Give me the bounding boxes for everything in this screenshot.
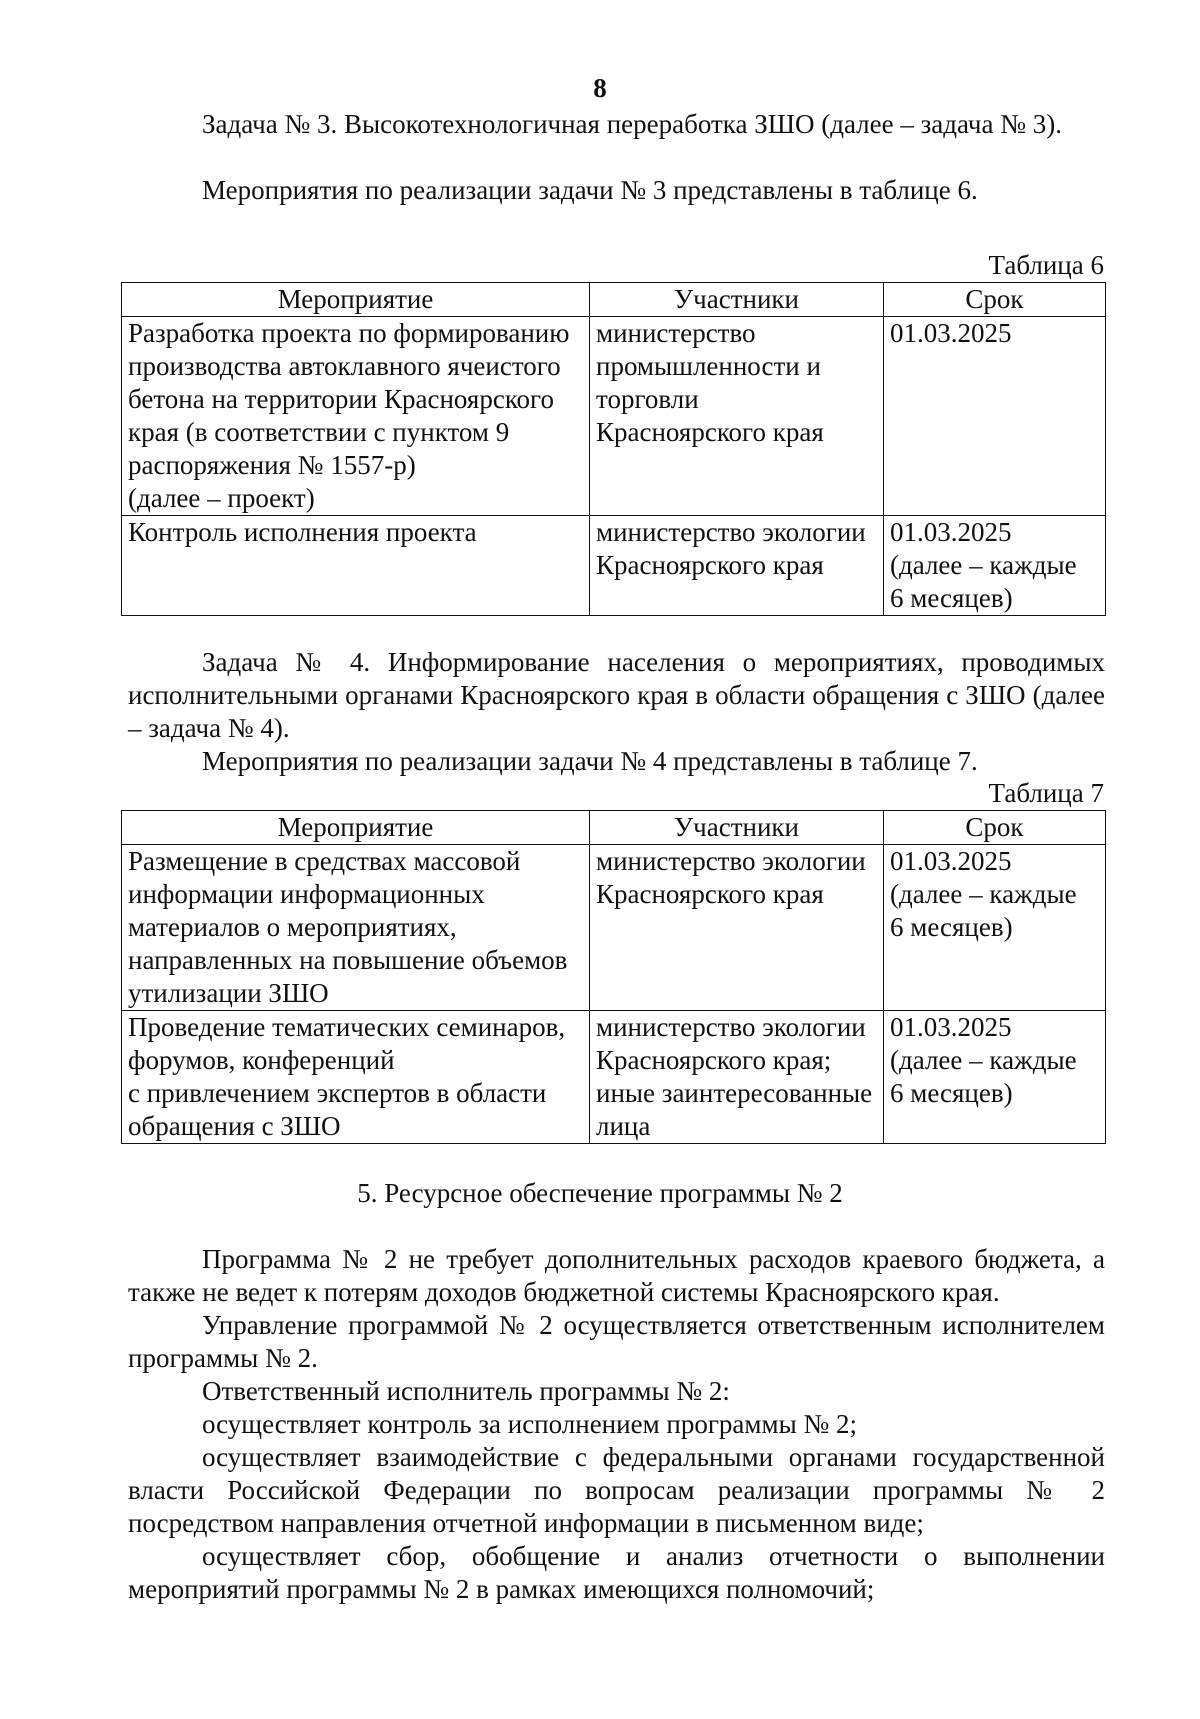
section5-paragraph: осуществляет контроль за исполнением программы № 2; bbox=[202, 1409, 857, 1439]
table6-header-row bbox=[122, 283, 1106, 317]
table7-cell-deadline: 01.03.2025 (далее – каждые 6 месяцев) bbox=[884, 1011, 1106, 1144]
table6-header-deadline: Срок bbox=[884, 283, 1106, 317]
table-row bbox=[122, 845, 1106, 1011]
table7-caption: Таблица 7 bbox=[988, 778, 1104, 808]
table6-cell-participants: министерство промышленности и торговли Красноярского края bbox=[590, 317, 884, 516]
table-row bbox=[122, 1011, 1106, 1144]
table6-cell-deadline: 01.03.2025 bbox=[884, 317, 1106, 516]
task3-title: Задача № 3. Высокотехнологичная переработка ЗШО (далее – задача № 3). bbox=[202, 109, 1062, 139]
table6-cell-participants: министерство экологии Красноярского края bbox=[590, 516, 884, 616]
table7-cell-event: Размещение в средствах массовой информации информационных материалов о мероприятиях, направленных на повышение объемов утилизации ЗШО bbox=[122, 845, 590, 1011]
section5-paragraph: осуществляет сбор, обобщение и анализ отчетности о выполнении мероприятий программы № 2 в рамках имеющихся полномочий; bbox=[128, 1541, 1105, 1604]
table6-cell-event: Контроль исполнения проекта bbox=[122, 516, 590, 616]
table7-header-deadline: Срок bbox=[884, 811, 1106, 845]
section5-paragraph: Программа № 2 не требует дополнительных расходов краевого бюджета, а также не ведет к потерям доходов бюджетной системы Красноярского края. bbox=[128, 1244, 1105, 1307]
table7-header-row bbox=[122, 811, 1106, 845]
table7-cell-event: Проведение тематических семинаров, форумов, конференций с привлечением экспертов в области обращения с ЗШО bbox=[122, 1011, 590, 1144]
page-number: 8 bbox=[593, 73, 607, 103]
table6-caption: Таблица 6 bbox=[988, 250, 1104, 280]
section5-paragraph: Управление программой № 2 осуществляется ответственным исполнителем программы № 2. bbox=[128, 1310, 1105, 1373]
section5-paragraph: Ответственный исполнитель программы № 2: bbox=[202, 1376, 730, 1406]
table-row bbox=[122, 516, 1106, 616]
table7 bbox=[121, 810, 1106, 1144]
task3-intro: Мероприятия по реализации задачи № 3 представлены в таблице 6. bbox=[202, 175, 978, 205]
table7-header-participants: Участники bbox=[590, 811, 884, 845]
table6 bbox=[121, 282, 1106, 616]
section5-paragraph: осуществляет взаимодействие с федеральными органами государственной власти Российской Федерации по вопросам реализации программы № 2 посредством направления отчетной информации в письменном виде; bbox=[128, 1442, 1105, 1538]
section5-heading: 5. Ресурсное обеспечение программы № 2 bbox=[357, 1178, 843, 1208]
table6-header-event: Мероприятие bbox=[122, 283, 590, 317]
table7-cell-participants: министерство экологии Красноярского края bbox=[590, 845, 884, 1011]
task4-title: Задача № 4. Информирование населения о мероприятиях, проводимых исполнительными органами Красноярского края в области обращения с ЗШО (далее – задача № 4). bbox=[128, 647, 1105, 743]
table7-cell-deadline: 01.03.2025 (далее – каждые 6 месяцев) bbox=[884, 845, 1106, 1011]
table6-cell-deadline: 01.03.2025 (далее – каждые 6 месяцев) bbox=[884, 516, 1106, 616]
table6-header-participants: Участники bbox=[590, 283, 884, 317]
task4-intro: Мероприятия по реализации задачи № 4 представлены в таблице 7. bbox=[202, 746, 978, 776]
table6-cell-event: Разработка проекта по формированию производства автоклавного ячеистого бетона на территории Красноярского края (в соответствии с пунктом 9 распоряжения № 1557-р) (далее – проект) bbox=[122, 317, 590, 516]
table-row bbox=[122, 317, 1106, 516]
table7-cell-participants: министерство экологии Красноярского края; иные заинтересованные лица bbox=[590, 1011, 884, 1144]
table7-header-event: Мероприятие bbox=[122, 811, 590, 845]
